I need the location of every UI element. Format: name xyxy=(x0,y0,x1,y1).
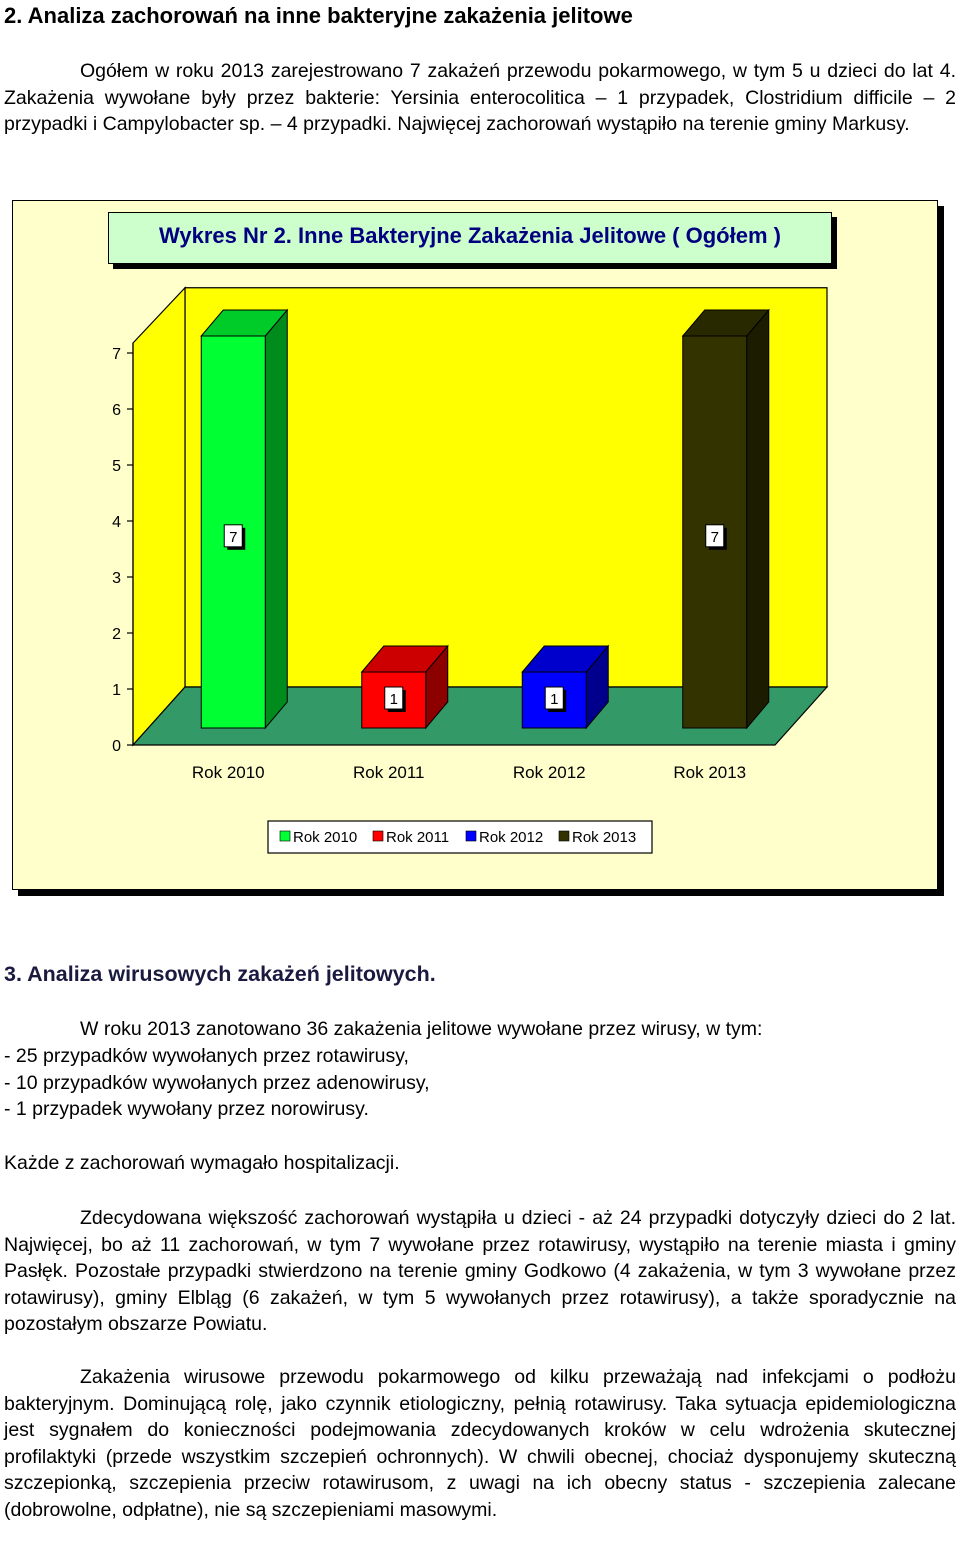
y-tick-label: 6 xyxy=(112,402,121,419)
section-2-paragraph-text: Ogółem w roku 2013 zarejestrowano 7 zakażeń przewodu pokarmowego, w tym 5 u dzieci do lat 4. Zakażenia wywołane były przez bakterie: Yersinia enterocolitica – 1 przypadek, Clostridium difficile – 2 przypadki i Campylobacter sp. – 4 przypadki. Najwięcej zachorowań wystąpiło na terenie gminy Markusy. xyxy=(4,60,956,135)
y-tick-label: 2 xyxy=(112,626,121,643)
data-label-shadow xyxy=(403,690,406,712)
hospitalization-note: Każde z zachorowań wymagało hospitalizacji. xyxy=(4,1152,400,1174)
legend-swatch xyxy=(559,831,569,841)
data-label: 7 xyxy=(229,528,238,546)
y-tick-label: 3 xyxy=(112,570,121,587)
legend-swatch xyxy=(280,831,290,841)
chart-title: Wykres Nr 2. Inne Bakteryjne Zakażenia Jelitowe ( Ogółem ) xyxy=(159,223,781,248)
legend-swatch xyxy=(373,831,383,841)
legend-swatch xyxy=(466,831,476,841)
data-label-shadow xyxy=(724,528,727,550)
section-3-intro xyxy=(4,1016,956,1043)
data-label-shadow xyxy=(563,690,566,712)
y-tick-label: 1 xyxy=(112,682,121,699)
section-3-intro-text: W roku 2013 zanotowano 36 zakażenia jelitowe wywołane przez wirusy, w tym: xyxy=(80,1018,763,1040)
y-tick-label: 5 xyxy=(112,458,121,475)
data-label-shadow xyxy=(388,709,403,712)
data-label-shadow xyxy=(548,709,563,712)
data-label: 1 xyxy=(389,691,398,708)
legend-label: Rok 2010 xyxy=(293,829,358,846)
section-3-paragraph-2 xyxy=(4,1205,956,1338)
list-item: - 10 przypadków wywołanych przez adenowirusy, xyxy=(4,1072,430,1094)
chart-title-box xyxy=(108,212,832,264)
section-3-heading: 3. Analiza wirusowych zakażeń jelitowych. xyxy=(4,962,436,986)
y-tick-label: 4 xyxy=(112,514,121,531)
x-tick-label: Rok 2011 xyxy=(352,763,425,782)
data-label-shadow xyxy=(242,528,245,550)
section-3-paragraph-2-text: Zdecydowana większość zachorowań wystąpiła u dzieci - aż 24 przypadki dotyczyły dzieci do 2 lat. Najwięcej, bo aż 11 zachorowań, w tym 7 wywołane przez rotawirusy, wystąpiło na terenie miasta i gminy Pasłęk. Pozostałe przypadki stwierdzono na terenie gminy Godkowo (4 zakażenia, w tym 3 wywołane przez rotawirusy), gminy Elbląg (6 zakażeń, w tym 5 wywołanych przez rotawirusy), a także sporadycznie na pozostałym obszarze Powiatu. xyxy=(4,1207,956,1335)
legend-label: Rok 2013 xyxy=(572,829,637,846)
data-label-shadow xyxy=(227,547,242,550)
list-item: - 1 przypadek wywołany przez norowirusy. xyxy=(4,1098,369,1120)
list-item: - 25 przypadków wywołanych przez rotawirusy, xyxy=(4,1045,409,1067)
chart-side-wall xyxy=(133,288,185,745)
section-2-heading: 2. Analiza zachorowań na inne bakteryjne zakażenia jelitowe xyxy=(4,3,633,28)
legend-label: Rok 2012 xyxy=(479,829,544,846)
bar-side xyxy=(747,310,769,728)
legend-label: Rok 2011 xyxy=(386,829,450,846)
y-tick-label: 7 xyxy=(112,346,121,363)
bar-side xyxy=(265,310,287,728)
data-label: 7 xyxy=(710,528,719,546)
x-tick-label: Rok 2013 xyxy=(673,763,747,782)
section-3-paragraph-3-text: Zakażenia wirusowe przewodu pokarmowego od kilku przeważają nad infekcjami o podłożu bakteryjnym. Dominującą rolę, jako czynnik etiologiczny, pełnią rotawirusy. Taka sytuacja epidemiologiczna jest sygnałem do konieczności podejmowania zdecydowanych kroków w celu wdrożenia skutecznej profilaktyki (przede wszystkim szczepień ochronnych). W chwili obecnej, chociaż dysponujemy skuteczną szczepionką, szczepienia przeciw rotawirusom, z uwagi na ich obecny status - szczepienia zalecane (dobrowolne, odpłatne), nie są szczepieniami masowymi. xyxy=(4,1366,956,1521)
section-3-paragraph-3 xyxy=(4,1364,956,1523)
x-tick-label: Rok 2012 xyxy=(512,763,586,782)
x-tick-label: Rok 2010 xyxy=(191,763,265,782)
data-label: 1 xyxy=(550,691,559,708)
y-tick-label: 0 xyxy=(112,738,121,755)
data-label-shadow xyxy=(709,547,724,550)
